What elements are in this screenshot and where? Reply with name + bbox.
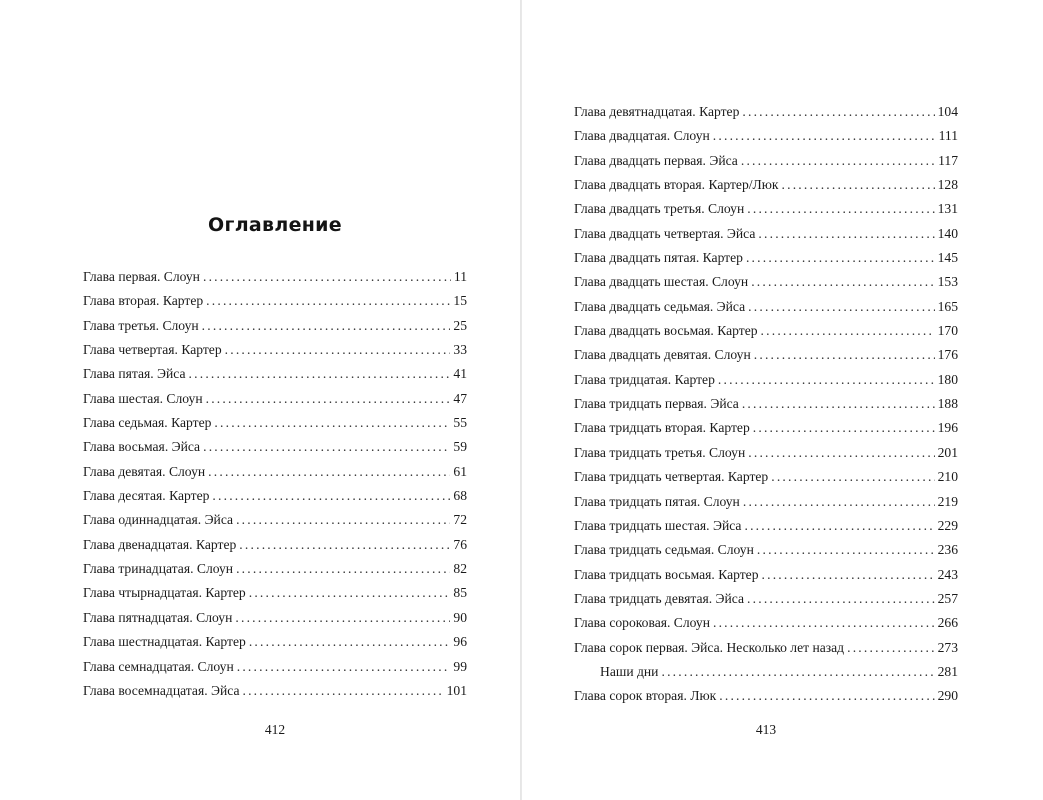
toc-entry-label: Глава девятая. Слоун xyxy=(83,463,206,479)
toc-entry-page: 210 xyxy=(937,469,958,485)
toc-entry-page: 68 xyxy=(453,488,467,504)
toc-dot-leader xyxy=(208,461,450,483)
toc-dot-leader xyxy=(225,339,451,361)
toc-entry-label: Глава восемнадцатая. Эйса xyxy=(83,682,240,698)
toc-entry xyxy=(83,656,467,680)
toc-dot-leader xyxy=(771,466,934,488)
toc-entry xyxy=(574,247,958,271)
toc-dot-leader xyxy=(748,442,934,464)
toc-entry-label: Глава сороковая. Слоун xyxy=(574,615,710,631)
toc-entry-label: Глава восьмая. Эйса xyxy=(83,439,201,455)
toc-entry xyxy=(574,466,958,490)
toc-entry-page: 219 xyxy=(937,493,958,509)
toc-entry xyxy=(574,588,958,612)
toc-dot-leader xyxy=(206,388,451,410)
toc-dot-leader xyxy=(747,588,935,610)
toc-entry-label: Глава двадцать пятая. Картер xyxy=(574,250,743,266)
toc-dot-leader xyxy=(742,101,934,123)
toc-list-right xyxy=(574,101,958,710)
toc-entry-label: Глава девятнадцатая. Картер xyxy=(574,104,740,119)
toc-entry-label: Глава сорок вторая. Люк xyxy=(574,688,717,704)
toc-entry xyxy=(574,661,958,685)
toc-dot-leader xyxy=(754,344,935,366)
toc-dot-leader xyxy=(236,509,450,531)
toc-entry-page: 15 xyxy=(453,293,467,309)
toc-entry-label: Глава двадцать седьмая. Эйса xyxy=(574,298,746,314)
toc-dot-leader xyxy=(742,393,935,415)
toc-entry xyxy=(574,539,958,563)
toc-entry xyxy=(83,436,467,460)
toc-entry-label: Глава тридцать пятая. Слоун xyxy=(574,493,740,509)
toc-entry-label: Глава двадцать первая. Эйса xyxy=(574,152,738,168)
toc-entry-page: 243 xyxy=(937,566,958,582)
toc-dot-leader xyxy=(237,656,451,678)
toc-entry-label: Глава двенадцатая. Картер xyxy=(83,536,237,552)
toc-entry xyxy=(83,461,467,485)
toc-entry xyxy=(83,534,467,558)
toc-entry-label: Глава тридцать шестая. Эйса xyxy=(574,517,742,533)
toc-title: Оглавление xyxy=(208,214,342,236)
toc-entry-page: 153 xyxy=(937,274,958,290)
toc-dot-leader xyxy=(748,296,934,318)
toc-entry xyxy=(83,631,467,655)
toc-entry xyxy=(574,223,958,247)
toc-dot-leader xyxy=(212,485,450,507)
toc-dot-leader xyxy=(744,515,934,537)
toc-entry xyxy=(574,271,958,295)
toc-dot-leader xyxy=(751,271,934,293)
toc-dot-leader xyxy=(206,290,450,312)
toc-entry xyxy=(83,315,467,339)
toc-entry-page: 170 xyxy=(937,323,958,339)
toc-entry xyxy=(574,150,958,174)
toc-entry-page: 111 xyxy=(938,128,958,144)
toc-entry xyxy=(83,363,467,387)
toc-entry xyxy=(574,417,958,441)
toc-entry-label: Глава тридцать седьмая. Слоун xyxy=(574,542,754,558)
toc-entry-label: Глава тридцать восьмая. Картер xyxy=(574,566,759,582)
toc-entry-label: Глава четвертая. Картер xyxy=(83,342,222,358)
toc-entry-page: 104 xyxy=(937,104,958,119)
toc-entry-page: 180 xyxy=(937,371,958,387)
toc-entry-label: Глава одиннадцатая. Эйса xyxy=(83,512,234,528)
toc-dot-leader xyxy=(757,539,935,561)
page-number-right: 413 xyxy=(755,722,777,737)
toc-list-left xyxy=(83,266,467,704)
toc-entry xyxy=(574,125,958,149)
toc-entry xyxy=(83,558,467,582)
toc-entry xyxy=(83,412,467,436)
toc-entry-label: Глава тринадцатая. Слоун xyxy=(83,561,234,577)
toc-entry xyxy=(574,685,958,709)
toc-entry xyxy=(83,607,467,631)
left-page xyxy=(0,0,521,800)
toc-dot-leader xyxy=(719,685,934,707)
toc-entry-label: Глава тридцать четвертая. Картер xyxy=(574,469,769,485)
toc-entry xyxy=(574,174,958,198)
toc-entry-page: 128 xyxy=(937,177,958,193)
toc-entry-label: Глава сорок первая. Эйса. Несколько лет назад xyxy=(574,639,845,655)
toc-entry-page: 55 xyxy=(453,415,467,431)
right-page xyxy=(522,0,1043,800)
toc-entry-label: Глава пятнадцатая. Слоун xyxy=(83,609,233,625)
toc-entry-label: Глава тридцать первая. Эйса xyxy=(574,396,739,412)
toc-entry-label: Глава седьмая. Картер xyxy=(83,415,212,431)
toc-entry xyxy=(574,296,958,320)
toc-entry-label: Глава семнадцатая. Слоун xyxy=(83,658,234,674)
toc-dot-leader xyxy=(189,363,451,385)
toc-entry-page: 188 xyxy=(937,396,958,412)
toc-entry xyxy=(574,101,958,125)
toc-entry xyxy=(83,485,467,509)
toc-entry-page: 90 xyxy=(453,609,467,625)
toc-dot-leader xyxy=(235,607,450,629)
toc-entry-page: 99 xyxy=(453,658,467,674)
toc-entry-label: Глава двадцать девятая. Слоун xyxy=(574,347,751,363)
toc-entry xyxy=(83,582,467,606)
toc-entry-label: Глава третья. Слоун xyxy=(83,317,199,333)
toc-entry-label: Наши дни xyxy=(600,663,659,679)
toc-entry-page: 257 xyxy=(937,590,958,606)
toc-entry-page: 196 xyxy=(937,420,958,436)
toc-dot-leader xyxy=(718,369,935,391)
toc-dot-leader xyxy=(214,412,450,434)
toc-entry-label: Глава двадцать восьмая. Картер xyxy=(574,323,758,339)
toc-entry-page: 229 xyxy=(937,517,958,533)
toc-dot-leader xyxy=(761,320,935,342)
toc-dot-leader xyxy=(203,266,451,288)
toc-dot-leader xyxy=(782,174,935,196)
toc-entry-page: 165 xyxy=(937,298,958,314)
toc-entry-page: 273 xyxy=(937,639,958,655)
toc-entry-label: Глава тридцать вторая. Картер xyxy=(574,420,750,436)
toc-entry-page: 72 xyxy=(453,512,467,528)
toc-entry-label: Глава пятая. Эйса xyxy=(83,366,186,382)
toc-dot-leader xyxy=(741,150,935,172)
toc-entry-page: 140 xyxy=(937,225,958,241)
toc-dot-leader xyxy=(743,491,935,513)
toc-entry-label: Глава тридцать девятая. Эйса xyxy=(574,590,745,606)
toc-entry-label: Глава тридцать третья. Слоун xyxy=(574,444,746,460)
toc-entry xyxy=(574,442,958,466)
toc-entry xyxy=(574,369,958,393)
toc-entry-page: 201 xyxy=(937,444,958,460)
toc-entry-page: 11 xyxy=(453,269,467,284)
toc-entry-label: Глава вторая. Картер xyxy=(83,293,204,309)
toc-entry-label: Глава первая. Слоун xyxy=(83,269,200,284)
toc-dot-leader xyxy=(713,125,936,147)
toc-entry xyxy=(83,339,467,363)
toc-dot-leader xyxy=(249,582,451,604)
toc-entry-page: 61 xyxy=(453,463,467,479)
toc-entry xyxy=(83,680,467,704)
toc-entry-label: Глава тридцатая. Картер xyxy=(574,371,715,387)
toc-entry-page: 96 xyxy=(453,634,467,650)
toc-entry-label: Глава двадцать шестая. Слоун xyxy=(574,274,749,290)
toc-entry-page: 290 xyxy=(937,688,958,704)
toc-dot-leader xyxy=(713,612,935,634)
toc-entry xyxy=(574,344,958,368)
toc-entry-page: 85 xyxy=(453,585,467,601)
toc-entry xyxy=(83,266,467,290)
toc-dot-leader xyxy=(661,661,934,683)
toc-entry-page: 266 xyxy=(937,615,958,631)
toc-entry xyxy=(574,515,958,539)
toc-entry-page: 41 xyxy=(453,366,467,382)
toc-entry-page: 236 xyxy=(937,542,958,558)
toc-entry-label: Глава шестая. Слоун xyxy=(83,390,203,406)
toc-entry-page: 131 xyxy=(937,201,958,217)
toc-entry xyxy=(574,564,958,588)
toc-entry-page: 176 xyxy=(937,347,958,363)
toc-entry-label: Глава двадцать третья. Слоун xyxy=(574,201,745,217)
toc-dot-leader xyxy=(747,198,934,220)
toc-entry-page: 25 xyxy=(453,317,467,333)
toc-dot-leader xyxy=(242,680,443,702)
toc-entry-page: 281 xyxy=(937,663,958,679)
page-number-left: 412 xyxy=(264,722,286,737)
toc-entry-page: 82 xyxy=(453,561,467,577)
toc-dot-leader xyxy=(746,247,935,269)
toc-dot-leader xyxy=(762,564,935,586)
toc-entry-label: Глава двадцать вторая. Картер/Люк xyxy=(574,177,779,193)
toc-entry-page: 145 xyxy=(937,250,958,266)
toc-dot-leader xyxy=(758,223,934,245)
toc-dot-leader xyxy=(203,436,450,458)
toc-entry xyxy=(574,637,958,661)
toc-entry-page: 101 xyxy=(446,682,467,698)
toc-entry-page: 33 xyxy=(453,342,467,358)
toc-dot-leader xyxy=(239,534,450,556)
toc-entry-page: 117 xyxy=(938,152,958,168)
toc-dot-leader xyxy=(753,417,935,439)
toc-entry xyxy=(574,320,958,344)
toc-dot-leader xyxy=(847,637,935,659)
toc-entry-label: Глава двадцатая. Слоун xyxy=(574,128,710,144)
toc-dot-leader xyxy=(236,558,450,580)
toc-entry-page: 59 xyxy=(453,439,467,455)
toc-entry xyxy=(83,388,467,412)
toc-entry-page: 47 xyxy=(453,390,467,406)
toc-entry xyxy=(574,198,958,222)
toc-entry xyxy=(574,491,958,515)
toc-dot-leader xyxy=(249,631,451,653)
toc-entry-page: 76 xyxy=(453,536,467,552)
toc-entry xyxy=(574,612,958,636)
toc-dot-leader xyxy=(202,315,451,337)
toc-entry xyxy=(574,393,958,417)
toc-entry xyxy=(83,509,467,533)
toc-entry-label: Глава десятая. Картер xyxy=(83,488,210,504)
toc-entry xyxy=(83,290,467,314)
toc-entry-label: Глава двадцать четвертая. Эйса xyxy=(574,225,756,241)
toc-entry-label: Глава чтырнадцатая. Картер xyxy=(83,585,246,601)
toc-entry-label: Глава шестнадцатая. Картер xyxy=(83,634,246,650)
